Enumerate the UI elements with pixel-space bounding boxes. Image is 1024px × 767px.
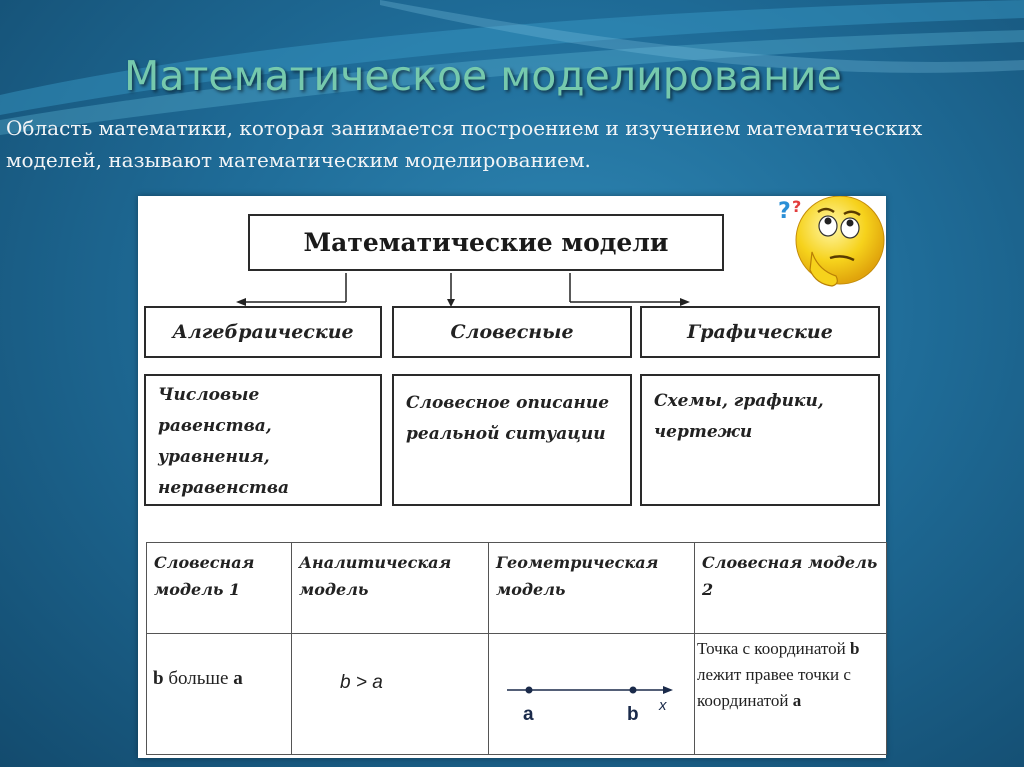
desc-graphic: Схемы, графики, чертежи	[640, 374, 880, 506]
cell-verbal-model-1	[147, 634, 292, 755]
var-a: a	[233, 668, 243, 689]
header-verbal-model-1: Словесная модель 1	[147, 543, 292, 634]
root-box-math-models: Математические модели	[248, 214, 724, 271]
desc-verbal: Словесное описание реальной ситуации	[392, 374, 632, 506]
table-header-row	[147, 543, 887, 634]
header-verbal-model-2: Словесная модель 2	[695, 543, 887, 634]
var-a: a	[792, 691, 802, 710]
desc-algebraic: Числовые равенства, уравнения, неравенства	[144, 374, 382, 506]
point-a-label: a	[523, 704, 534, 725]
models-table	[146, 542, 887, 755]
slide-title: Математическое моделирование	[124, 52, 842, 100]
question-mark-icon: ?	[792, 197, 802, 216]
var-b: b	[153, 668, 164, 689]
inequality-text: b > a	[340, 672, 383, 693]
cell-analytic-model	[292, 634, 489, 755]
number-line-diagram	[489, 634, 693, 754]
relation-text: больше	[163, 668, 234, 689]
category-algebraic: Алгебраические	[144, 306, 382, 358]
verbal2-part1: Точка с координатой	[697, 639, 850, 658]
category-verbal: Словесные	[392, 306, 632, 358]
cell-verbal-model-2	[695, 634, 887, 755]
question-mark-icon: ?	[778, 199, 791, 224]
definition-text: Область математики, которая занимается построением и изучением математических моделей, называют математическим моделированием.	[6, 116, 923, 172]
cell-geometric-model	[489, 634, 695, 755]
thinking-smiley-icon	[766, 196, 892, 292]
header-geometric-model: Геометрическая модель	[489, 543, 695, 634]
point-b-marker	[630, 687, 637, 694]
verbal2-part2: лежит правее точки с координатой	[697, 665, 851, 710]
header-analytic-model: Аналитическая модель	[292, 543, 489, 634]
axis-label: x	[659, 697, 667, 714]
var-b: b	[849, 639, 860, 658]
table-row	[147, 634, 887, 755]
diagram-panel	[138, 196, 886, 758]
point-b-label: b	[627, 704, 639, 725]
category-graphic: Графические	[640, 306, 880, 358]
point-a-marker	[526, 687, 533, 694]
